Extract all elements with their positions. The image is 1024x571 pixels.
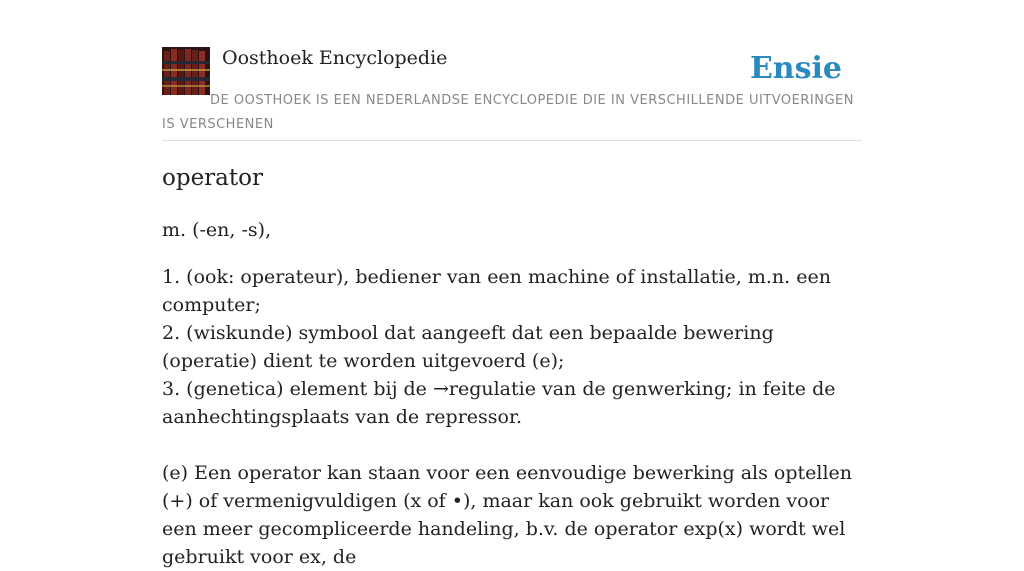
paragraph-gap [162, 431, 862, 459]
site-tagline: DE OOSTHOEK IS EEN NEDERLANDSE ENCYCLOPEDIE DIE IN VERSCHILLENDE UITVOERINGEN IS VERSCHENEN [162, 93, 854, 132]
entry-grammar: m. (-en, -s), [162, 219, 272, 241]
site-header [162, 46, 862, 141]
brand-logo[interactable]: Ensie [749, 51, 842, 86]
entry-body [162, 263, 862, 571]
entry-content [162, 160, 862, 568]
definition-3: 3. (genetica) element bij de →regulatie van de genwerking; in feite de aanhechtingsplaats van de repressor. [162, 378, 836, 428]
definition-1: 1. (ook: operateur), bediener van een machine of installatie, m.n. een computer; [162, 266, 831, 316]
encyclopedia-books-icon [162, 47, 210, 95]
site-title[interactable]: Oosthoek Encyclopedie [222, 47, 448, 69]
site-avatar[interactable] [162, 47, 210, 95]
entry-note: (e) Een operator kan staan voor een eenvoudige bewerking als optellen (+) of vermenigvuldigen (x of •), maar kan ook gebruikt worden voor een meer gecompliceerde handeling, b.v. de operator exp(x) wordt wel gebruikt voor ex, de [162, 462, 853, 568]
entry-title: operator [162, 165, 263, 191]
definition-2: 2. (wiskunde) symbool dat aangeeft dat een bepaalde bewering (operatie) dient te worden uitgevoerd (e); [162, 322, 774, 372]
